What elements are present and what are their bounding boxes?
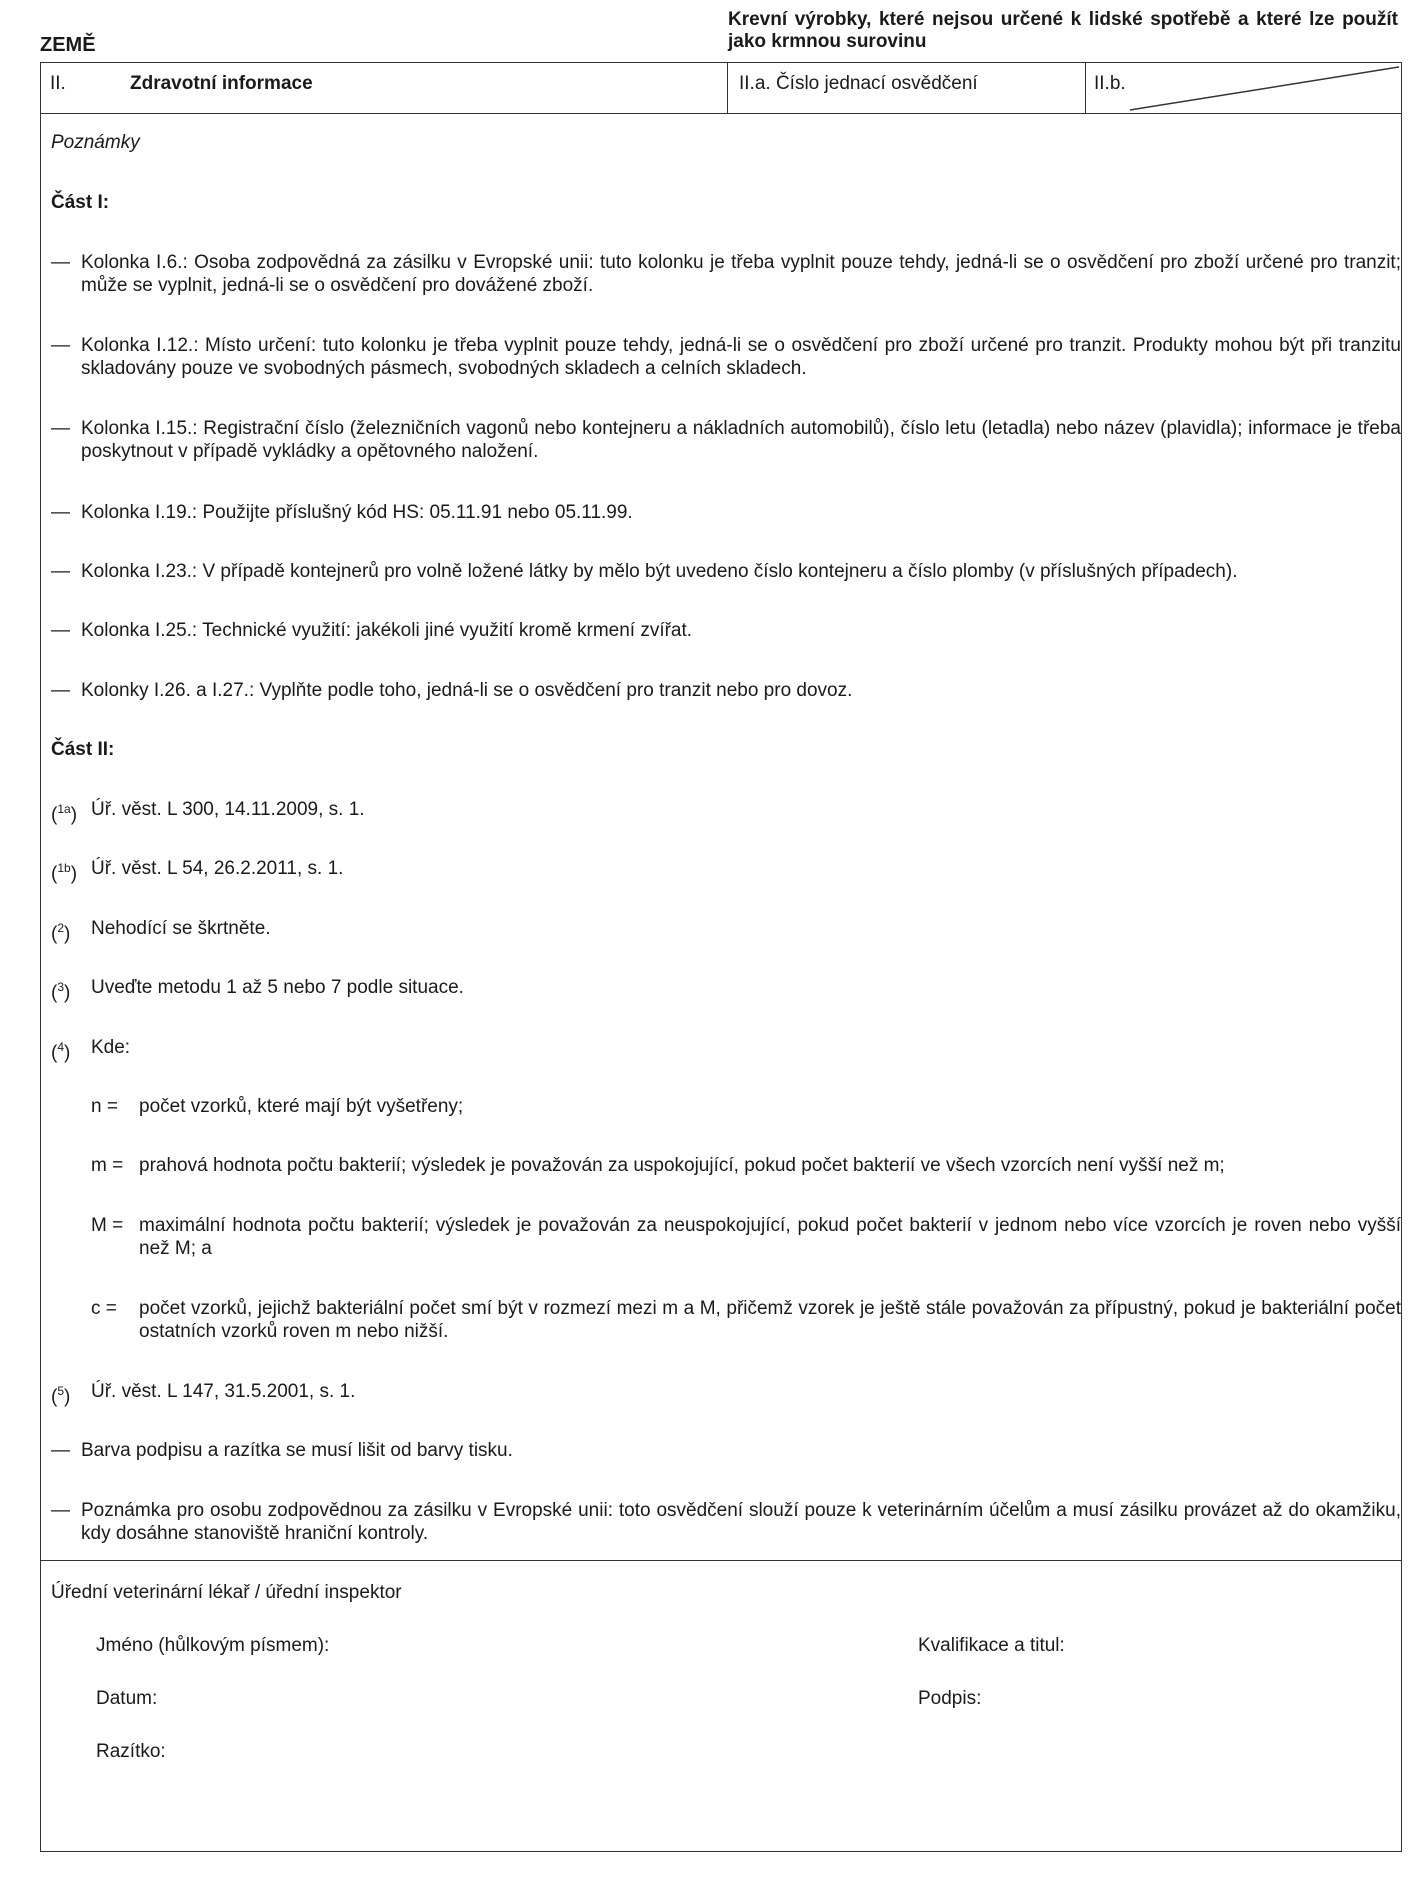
dash-mark: — <box>51 680 70 701</box>
definition-symbol: n = <box>91 1096 118 1117</box>
dash-mark: — <box>51 1440 70 1461</box>
iib-label: II.b. <box>1094 73 1126 94</box>
dash-mark: — <box>51 252 70 273</box>
date-label: Datum: <box>96 1688 158 1709</box>
dash-mark: — <box>51 561 70 582</box>
note-text: Barva podpisu a razítka se musí lišit od barvy tisku. <box>81 1440 513 1461</box>
stamp-label: Razítko: <box>96 1741 166 1762</box>
definition-symbol: m = <box>91 1155 124 1176</box>
note-text: Kolonka I.23.: V případě kontejnerů pro volně ložené látky by mělo být uvedeno číslo kontejneru a číslo plomby (v příslušných případech). <box>81 561 1238 582</box>
iib-strike-line <box>1085 62 1402 114</box>
column-divider-1 <box>727 62 728 114</box>
signature-heading: Úřední veterinární lékař / úřední inspektor <box>51 1582 402 1603</box>
dash-mark: — <box>51 620 70 641</box>
dash-mark: — <box>51 502 70 523</box>
note-text: Kolonka I.25.: Technické využití: jakékoli jiné využití kromě krmení zvířat. <box>81 620 693 641</box>
country-label: ZEMĚ <box>40 34 96 56</box>
part1-heading: Část I: <box>51 192 110 213</box>
signature-label: Podpis: <box>918 1688 982 1709</box>
name-label: Jméno (hůlkovým písmem): <box>96 1635 330 1656</box>
footnote-marker: ($^2$) <box>51 921 71 945</box>
footnote-marker: ($^{1a}$) <box>51 802 78 826</box>
definition-text: maximální hodnota počtu bakterií; výsledek je považován za neuspokojující, pokud počet bakterií v jednom nebo více vzorcích je roven nebo vyšší než M; a <box>139 1215 1401 1259</box>
footnote-text: Úř. věst. L 54, 26.2.2011, s. 1. <box>91 858 344 879</box>
note-text: Kolonka I.6.: Osoba zodpovědná za zásilku v Evropské unii: tuto kolonku je třeba vyplnit pouze tehdy, jedná-li se o osvědčení pro zboží určené pro tranzit; může se vyplnit, jedná-li se o osvědčení pro dovážené zboží. <box>81 252 1401 296</box>
footnote-text: Úř. věst. L 300, 14.11.2009, s. 1. <box>91 799 365 820</box>
definition-text: počet vzorků, jejichž bakteriální počet smí být v rozmezí mezi m a M, přičemž vzorek je ještě stále považován za přípustný, pokud je bakteriální počet ostatních vzorků roven m nebo nižší. <box>139 1298 1401 1342</box>
footnote-text: Úř. věst. L 147, 31.5.2001, s. 1. <box>91 1381 356 1402</box>
footnote-text: Kde: <box>91 1037 131 1058</box>
definition-text: prahová hodnota počtu bakterií; výsledek je považován za uspokojující, pokud počet bakterií ve všech vzorcích není vyšší než m; <box>139 1155 1225 1176</box>
qualification-label: Kvalifikace a titul: <box>918 1635 1065 1656</box>
dash-mark: — <box>51 418 70 439</box>
footnote-text: Uveďte metodu 1 až 5 nebo 7 podle situace. <box>91 977 464 998</box>
dash-mark: — <box>51 335 70 356</box>
certificate-title: Krevní výrobky, které nejsou určené k lidské spotřebě a které lze použít jako krmnou surovinu <box>728 9 1398 52</box>
notes-heading: Poznámky <box>51 132 140 153</box>
footnote-marker: ($^5$) <box>51 1384 71 1408</box>
note-text: Poznámka pro osobu zodpovědnou za zásilku v Evropské unii: toto osvědčení slouží pouze k veterinárním účelům a musí zásilku provázet až do okamžiku, kdy dosáhne stanoviště hraniční kontroly. <box>81 1500 1401 1544</box>
note-text: Kolonka I.19.: Použijte příslušný kód HS: 05.11.91 nebo 05.11.99. <box>81 502 633 523</box>
note-text: Kolonka I.12.: Místo určení: tuto kolonku je třeba vyplnit pouze tehdy, jedná-li se o osvědčení pro zboží určené pro tranzit. Produkty mohou být při tranzitu skladovány pouze ve svobodných pásmech, svobodných skladech a celních skladech. <box>81 335 1401 379</box>
footnote-text: Nehodící se škrtněte. <box>91 918 271 939</box>
section-title: Zdravotní informace <box>130 73 313 94</box>
signature-divider <box>40 1560 1402 1561</box>
footnote-marker: ($^3$) <box>51 980 71 1004</box>
section-number: II. <box>50 73 66 94</box>
footnote-marker: ($^4$) <box>51 1040 71 1064</box>
dash-mark: — <box>51 1500 70 1521</box>
note-text: Kolonky I.26. a I.27.: Vyplňte podle toho, jedná-li se o osvědčení pro tranzit nebo pro dovoz. <box>81 680 853 701</box>
definition-symbol: c = <box>91 1298 117 1319</box>
note-text: Kolonka I.15.: Registrační číslo (železničních vagonů nebo kontejneru a nákladních automobilů), číslo letu (letadla) nebo název (plavidla); informace je třeba poskytnout v případě vykládky a opětovného naložení. <box>81 418 1401 462</box>
reference-number-label: II.a. Číslo jednací osvědčení <box>739 73 978 94</box>
part2-heading: Část II: <box>51 739 115 760</box>
footnote-marker: ($^{1b}$) <box>51 861 78 885</box>
definition-symbol: M = <box>91 1215 124 1236</box>
definition-text: počet vzorků, které mají být vyšetřeny; <box>139 1096 464 1117</box>
